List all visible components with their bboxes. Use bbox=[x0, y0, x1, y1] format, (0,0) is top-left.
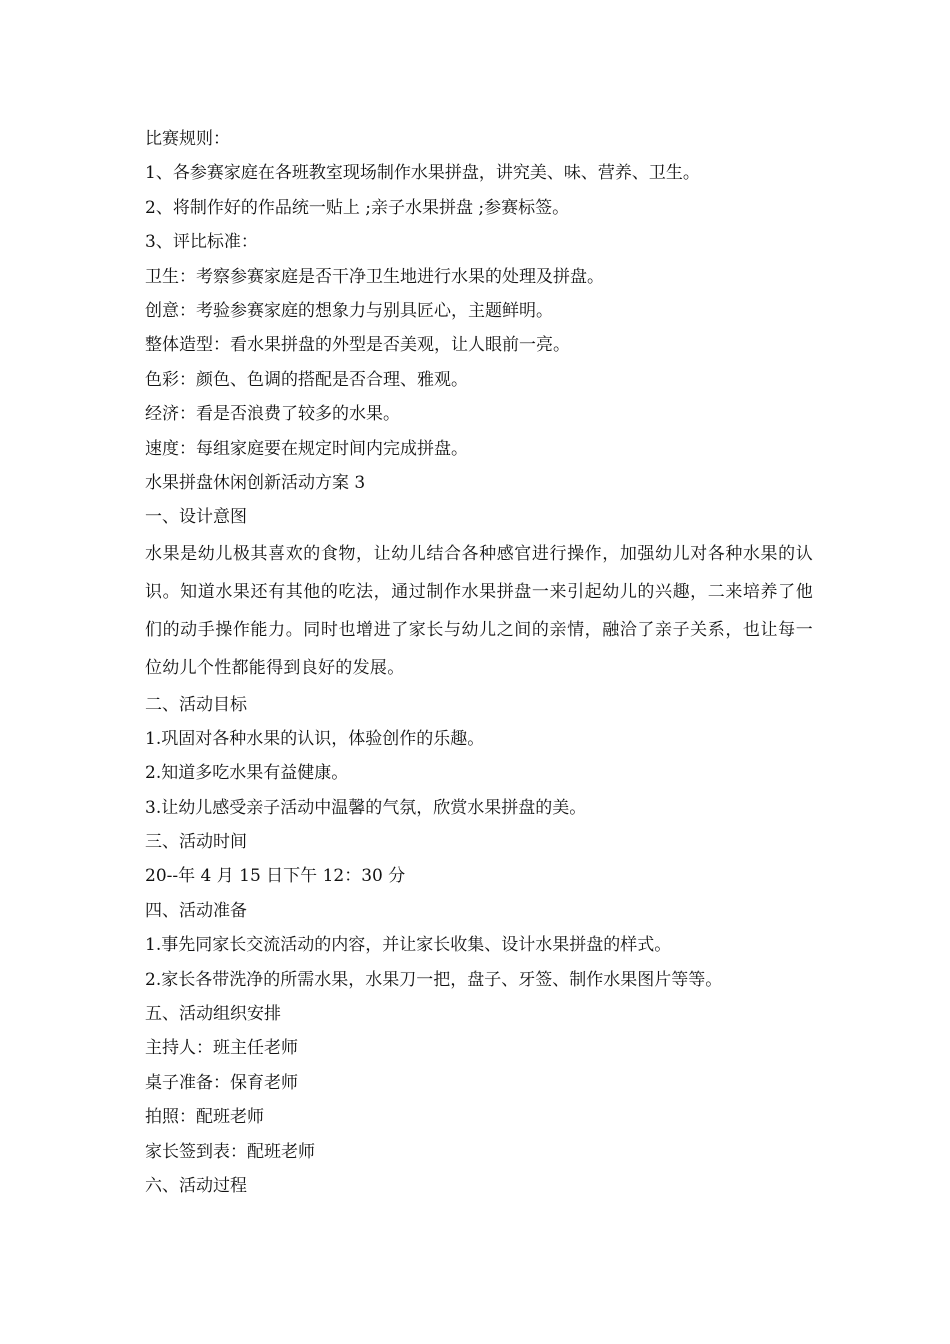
section-heading-preparation: 四、活动准备 bbox=[145, 900, 247, 921]
goal-item-3: 3.让幼儿感受亲子活动中温馨的气氛，欣赏水果拼盘的美。 bbox=[145, 797, 587, 818]
rule-item-1: 1、各参赛家庭在各班教室现场制作水果拼盘，讲究美、味、营养、卫生。 bbox=[145, 163, 700, 184]
criterion-speed: 速度：每组家庭要在规定时间内完成拼盘。 bbox=[145, 438, 468, 459]
criterion-color: 色彩：颜色、色调的搭配是否合理、雅观。 bbox=[145, 369, 468, 390]
criterion-hygiene: 卫生：考察参赛家庭是否干净卫生地进行水果的处理及拼盘。 bbox=[145, 266, 604, 287]
preparation-item-1: 1.事先同家长交流活动的内容，并让家长收集、设计水果拼盘的样式。 bbox=[145, 935, 672, 956]
criterion-creativity: 创意：考验参赛家庭的想象力与别具匠心，主题鲜明。 bbox=[145, 300, 553, 321]
plan-title: 水果拼盘休闲创新活动方案 3 bbox=[145, 472, 366, 493]
role-signin: 家长签到表：配班老师 bbox=[145, 1141, 315, 1162]
role-host: 主持人：班主任老师 bbox=[145, 1038, 298, 1059]
section-heading-organization: 五、活动组织安排 bbox=[145, 1004, 281, 1025]
section-heading-process: 六、活动过程 bbox=[145, 1175, 247, 1196]
goal-item-2: 2.知道多吃水果有益健康。 bbox=[145, 763, 349, 784]
role-tables: 桌子准备：保育老师 bbox=[145, 1072, 298, 1093]
section-heading-time: 三、活动时间 bbox=[145, 832, 247, 853]
preparation-item-2: 2.家长各带洗净的所需水果，水果刀一把，盘子、牙签、制作水果图片等等。 bbox=[145, 969, 723, 990]
document-body bbox=[145, 122, 813, 1203]
section-heading-design-intent: 一、设计意图 bbox=[145, 507, 247, 528]
activity-time: 20--年 4 月 15 日下午 12：30 分 bbox=[145, 866, 406, 887]
rule-item-3: 3、评比标准： bbox=[145, 232, 258, 253]
rule-item-2: 2、将制作好的作品统一贴上 ;亲子水果拼盘 ;参赛标签。 bbox=[145, 197, 570, 218]
criterion-shape: 整体造型：看水果拼盘的外型是否美观，让人眼前一亮。 bbox=[145, 335, 570, 356]
criterion-economy: 经济：看是否浪费了较多的水果。 bbox=[145, 404, 400, 425]
goal-item-1: 1.巩固对各种水果的认识，体验创作的乐趣。 bbox=[145, 728, 485, 749]
section-heading-goals: 二、活动目标 bbox=[145, 694, 247, 715]
role-photos: 拍照：配班老师 bbox=[145, 1107, 264, 1128]
rules-heading: 比赛规则： bbox=[145, 129, 230, 149]
design-intent-paragraph: 水果是幼儿极其喜欢的食物，让幼儿结合各种感官进行操作，加强幼儿对各种水果的认识。知道水果还有其他的吃法，通过制作水果拼盘一来引起幼儿的兴趣，二来培养了他们的动手操作能力。同时也增进了家长与幼儿之间的亲情，融洽了亲子关系，也让每一位幼儿个性都能得到良好的发展。 bbox=[145, 543, 813, 679]
